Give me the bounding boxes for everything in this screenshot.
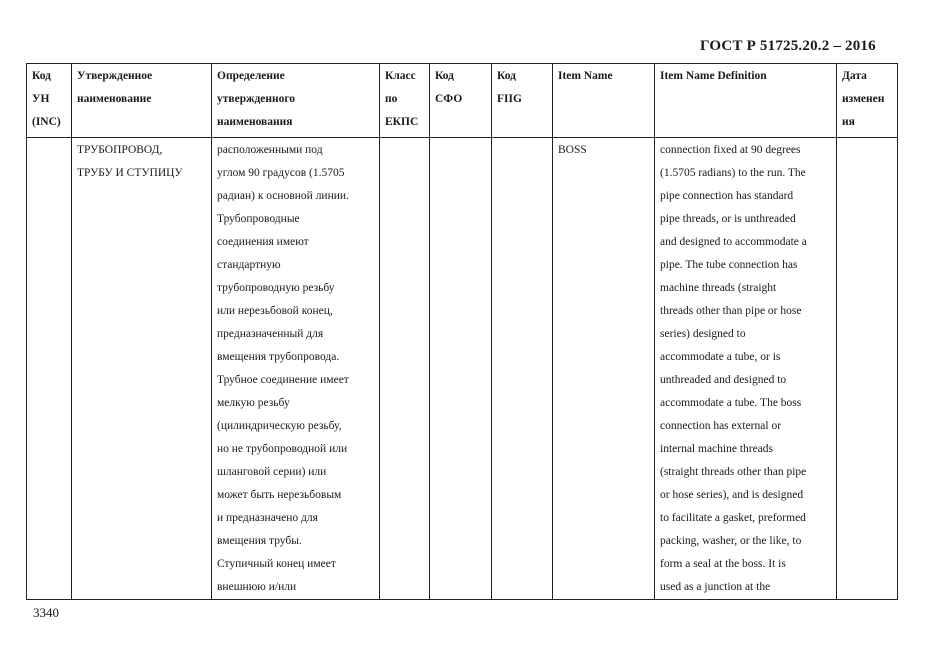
header-item-name-definition: Item Name Definition <box>655 64 837 138</box>
catalog-table <box>26 63 898 600</box>
cell-item-name-definition: connection fixed at 90 degrees (1.5705 radians) to the run. The pipe connection has standard pipe threads, or is unthreaded and designed to accommodate a pipe. The tube connection has machine threads (straight threads other than pipe or hose series) designed to accommodate a tube, or is unthreaded and designed to accommodate a tube. The boss connection has external or internal machine threads (straight threads other than pipe or hose series), and is designed to facilitate a gasket, preformed packing, washer, or the like, to form a seal at the boss. It is used as a junction at the <box>655 138 837 600</box>
header-definition: Определение утвержденного наименования <box>212 64 380 138</box>
cell-definition: расположенными под углом 90 градусов (1.5705 радиан) к основной линии. Трубопроводные соединения имеют стандартную трубопроводную резьбу или нерезьбовой конец, предназначенный для вмещения трубопровода. Трубное соединение имеет мелкую резьбу (цилиндрическую резьбу, но не трубопроводной или шланговой серии) или может быть нерезьбовым и предназначено для вмещения трубы. Ступичный конец имеет внешнюю и/или <box>212 138 380 600</box>
header-fiig-code: Код FIIG <box>492 64 553 138</box>
header-approved-name: Утвержденное наименование <box>72 64 212 138</box>
table-header-row <box>27 64 898 138</box>
cell-ekps-class <box>380 138 430 600</box>
cell-sfo-code <box>430 138 492 600</box>
header-item-name: Item Name <box>553 64 655 138</box>
page-number: 3340 <box>33 605 59 620</box>
cell-approved-name: ТРУБОПРОВОД, ТРУБУ И СТУПИЦУ <box>72 138 212 600</box>
document-title: ГОСТ Р 51725.20.2 – 2016 <box>700 38 876 54</box>
cell-change-date <box>837 138 898 600</box>
header-sfo-code: Код СФО <box>430 64 492 138</box>
header-change-date: Дата изменен ия <box>837 64 898 138</box>
table-row <box>27 138 898 600</box>
header-inc: Код УН (INC) <box>27 64 72 138</box>
cell-item-name: BOSS <box>553 138 655 600</box>
cell-fiig-code <box>492 138 553 600</box>
header-ekps-class: Класс по ЕКПС <box>380 64 430 138</box>
cell-inc <box>27 138 72 600</box>
